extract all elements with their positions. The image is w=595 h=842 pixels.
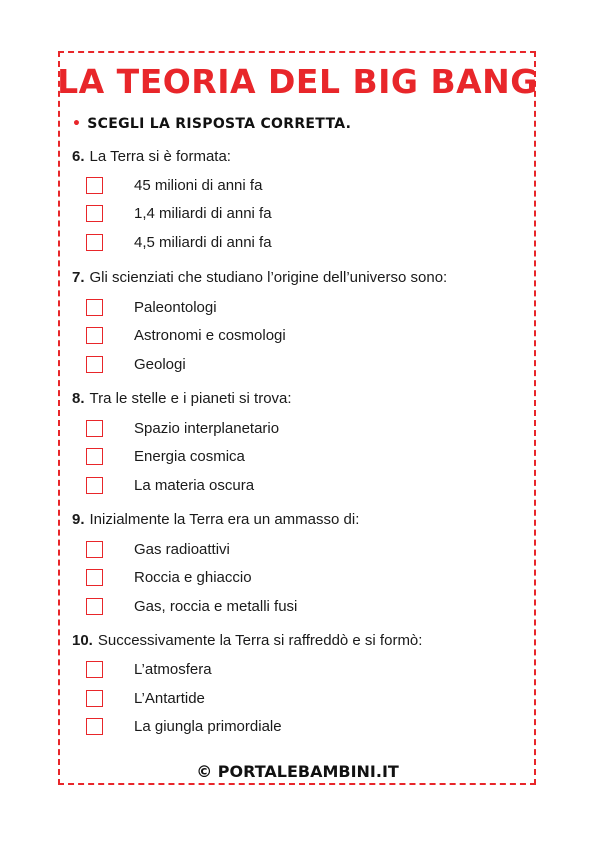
option-label: Spazio interplanetario xyxy=(134,420,280,437)
question-number: 6. xyxy=(72,148,85,165)
checkbox[interactable] xyxy=(86,356,103,373)
option-label: 4,5 miliardi di anni fa xyxy=(134,234,272,251)
checkbox[interactable] xyxy=(86,448,103,465)
answer-option[interactable] xyxy=(86,598,506,618)
answer-option[interactable] xyxy=(86,177,506,197)
option-label: 1,4 miliardi di anni fa xyxy=(134,205,272,222)
checkbox[interactable] xyxy=(86,541,103,558)
answer-option[interactable] xyxy=(86,420,506,440)
answer-option[interactable] xyxy=(86,541,506,561)
option-label: L’atmosfera xyxy=(134,661,212,678)
question-9 xyxy=(72,511,359,528)
option-label: La giungla primordiale xyxy=(134,718,282,735)
checkbox[interactable] xyxy=(86,234,103,251)
question-text: Tra le stelle e i pianeti si trova: xyxy=(89,390,292,407)
checkbox[interactable] xyxy=(86,598,103,615)
option-label: Roccia e ghiaccio xyxy=(134,569,252,586)
instruction-text: SCEGLI LA RISPOSTA CORRETTA. xyxy=(87,116,352,132)
question-text: Gli scienziati che studiano l’origine dell’universo sono: xyxy=(89,269,448,286)
answer-option[interactable] xyxy=(86,569,506,589)
footer-copyright: © PORTALEBAMBINI.IT xyxy=(196,762,399,781)
answer-option[interactable] xyxy=(86,327,506,347)
checkbox[interactable] xyxy=(86,690,103,707)
option-label: Paleontologi xyxy=(134,299,217,316)
answer-option[interactable] xyxy=(86,661,506,681)
option-label: Geologi xyxy=(134,356,186,373)
instruction xyxy=(72,116,351,132)
question-text: La Terra si è formata: xyxy=(89,148,231,165)
checkbox[interactable] xyxy=(86,327,103,344)
question-10 xyxy=(72,632,422,649)
question-text: Successivamente la Terra si raffreddò e si formò: xyxy=(97,632,423,649)
question-7 xyxy=(72,269,447,286)
option-label: 45 milioni di anni fa xyxy=(134,177,263,194)
bullet-icon: • xyxy=(72,116,82,132)
answer-option[interactable] xyxy=(86,690,506,710)
answer-option[interactable] xyxy=(86,448,506,468)
option-label: Gas radioattivi xyxy=(134,541,230,558)
answer-option[interactable] xyxy=(86,477,506,497)
checkbox[interactable] xyxy=(86,569,103,586)
answer-option[interactable] xyxy=(86,299,506,319)
checkbox[interactable] xyxy=(86,177,103,194)
option-label: L’Antartide xyxy=(134,690,205,707)
question-text: Inizialmente la Terra era un ammasso di: xyxy=(89,511,360,528)
checkbox[interactable] xyxy=(86,299,103,316)
checkbox[interactable] xyxy=(86,205,103,222)
option-label: Gas, roccia e metalli fusi xyxy=(134,598,298,615)
checkbox[interactable] xyxy=(86,477,103,494)
answer-option[interactable] xyxy=(86,205,506,225)
answer-option[interactable] xyxy=(86,234,506,254)
question-number: 10. xyxy=(72,632,93,649)
answer-option[interactable] xyxy=(86,718,506,738)
option-label: Astronomi e cosmologi xyxy=(134,327,286,344)
question-6 xyxy=(72,148,231,165)
page-title: LA TEORIA DEL BIG BANG xyxy=(57,62,538,101)
question-8 xyxy=(72,390,292,407)
option-label: Energia cosmica xyxy=(134,448,245,465)
question-number: 8. xyxy=(72,390,85,407)
checkbox[interactable] xyxy=(86,420,103,437)
option-label: La materia oscura xyxy=(134,477,255,494)
checkbox[interactable] xyxy=(86,661,103,678)
question-number: 7. xyxy=(72,269,85,286)
question-number: 9. xyxy=(72,511,85,528)
answer-option[interactable] xyxy=(86,356,506,376)
checkbox[interactable] xyxy=(86,718,103,735)
